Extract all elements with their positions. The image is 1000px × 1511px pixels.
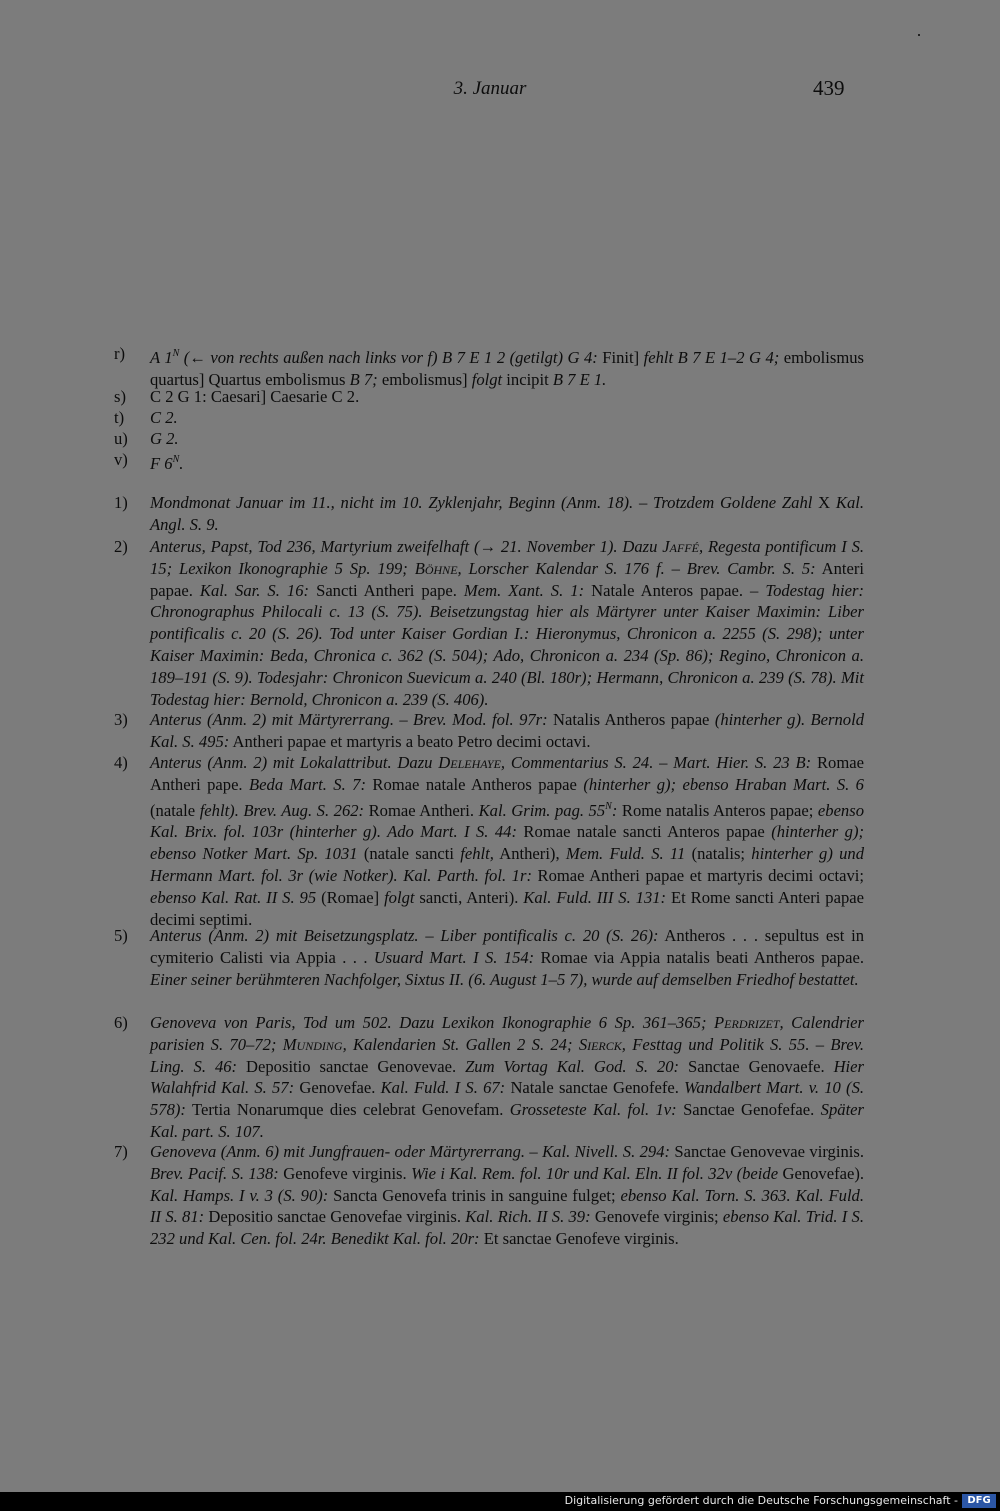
note-text: C 2 G 1: Caesari] Caesarie C 2. (150, 387, 360, 406)
note-label: r) (114, 344, 126, 363)
variant-note (114, 407, 864, 429)
footnote-label: 1) (114, 493, 128, 512)
speck-mark (918, 34, 920, 36)
page-number: 439 (813, 76, 845, 100)
footnote (114, 536, 864, 710)
note-text: A $1^N$ (← von rechts außen nach links vor f) B 7 E 1 2 (getilgt) G 4: Finit] fehlt B 7 E 1–2 G 4; embolismus quartus] Quartus embolismus B 7; embolismus] folgt incipit B 7 E 1. (150, 348, 864, 389)
footnote-text: Anterus (Anm. 2) mit Märtyrerrang. – Brev. Mod. fol. 97r: Natalis Antheros papae (hinterher g). Bernold Kal. S. 495: Antheri papae et martyris a beato Petro decimi octavi. (150, 710, 864, 751)
footnote-label: 7) (114, 1142, 128, 1161)
footnote-text: Anterus, Papst, Tod 236, Martyrium zweifelhaft (→ 21. November 1). Dazu Jaffé, Regesta pontificum I S. 15; Lexikon Ikonographie 5 Sp. 199; Böhne, Lorscher Kalendar S. 176 f. – Brev. Cambr. S. 5: Anteri papae. Kal. Sar. S. 16: Sancti Antheri pape. Mem. Xant. S. 1: Natale Anteros papae. – Todestag hier: Chronographus Philocali c. 13 (S. 75). Beisetzungstag hier als Märtyrer unter Kaiser Maximin: Liber pontificalis c. 20 (S. 26). Tod unter Kaiser Gordian I.: Hieronymus, Chronicon a. 2255 (S. 298); unter Kaiser Maximin: Beda, Chronica c. 362 (S. 504); Ado, Chronicon a. 234 (Sp. 86); Regino, Chronicon a. 189–191 (S. 9). Todesjahr: Chronicon Suevicum a. 240 (Bl. 180r); Hermann, Chronicon a. 239 (S. 78). Mit Todestag hier: Bernold, Chronicon a. 239 (S. 406). (150, 537, 865, 709)
footnote-text: Anterus (Anm. 2) mit Lokalattribut. Dazu Delehaye, Commentarius S. 24. – Mart. Hier. S. 23 B: Romae Antheri pape. Beda Mart. S. 7: Romae natale Antheros papae (hinterher g); ebenso Hraban Mart. S. 6 (natale fehlt). Brev. Aug. S. 262: Romae Antheri. Kal. Grim. pag. $55^N$: Rome natalis Anteros papae; ebenso Kal. Brix. fol. 103r (hinterher g). Ado Mart. I S. 44: Romae natale sancti Anteros papae (hinterher g); ebenso Notker Mart. Sp. 1031 (natale sancti fehlt, Antheri), Mem. Fuld. S. 11 (natalis; hinterher g) und Hermann Mart. fol. 3r (wie Notker). Kal. Parth. fol. 1r: Romae Antheri papae et martyris decimi octavi; ebenso Kal. Rat. II S. 95 (Romae] folgt sancti, Anteri). Kal. Fuld. III S. 131: Et Rome sancti Anteri papae decimi septimi. (150, 753, 865, 929)
footnote (114, 925, 864, 990)
note-label: v) (114, 450, 128, 469)
footnote-text: Anterus (Anm. 2) mit Beisetzungsplatz. – Liber pontificalis c. 20 (S. 26): Antheros . . . sepultus est in cymiterio Calisti via Appia . . . Usuard Mart. I S. 154: Romae via Appia natalis beati Antheros papae. Einer seiner berühmteren Nachfolger, Sixtus II. (6. August 1–5 7), wurde auf demselben Friedhof bestattet. (150, 926, 864, 989)
footnote-label: 6) (114, 1013, 128, 1032)
running-header: 3. Januar (453, 78, 527, 99)
note-label: s) (114, 387, 126, 406)
note-label: u) (114, 429, 128, 448)
footnote-label: 3) (114, 710, 128, 729)
digitization-footer (0, 1492, 1000, 1511)
note-text: F $6^N$. (150, 454, 184, 473)
footnote-text: Genoveva (Anm. 6) mit Jungfrauen- oder Märtyrerrang. – Kal. Nivell. S. 294: Sanctae Genovevae virginis. Brev. Pacif. S. 138: Genofeve virginis. Wie i Kal. Rem. fol. 10r und Kal. Eln. II fol. 32v (beide Genovefae). Kal. Hamps. I v. 3 (S. 90): Sancta Genovefa trinis in sanguine fulget; ebenso Kal. Torn. S. 363. Kal. Fuld. II S. 81: Depositio sanctae Genovefae virginis. Kal. Rich. II S. 39: Genovefe virginis; ebenso Kal. Trid. I S. 232 und Kal. Cen. fol. 24r. Benedikt Kal. fol. 20r: Et sanctae Genofeve virginis. (150, 1142, 865, 1249)
variant-note (114, 343, 864, 391)
footnote-text: Genoveva von Paris, Tod um 502. Dazu Lexikon Ikonographie 6 Sp. 361–365; Perdrizet, Calendrier parisien S. 70–72; Munding, Kalendarien St. Gallen 2 S. 24; Sierck, Festtag und Politik S. 55. – Brev. Ling. S. 46: Depositio sanctae Genovevae. Zum Vortag Kal. God. S. 20: Sanctae Genovaefe. Hier Walahfrid Kal. S. 57: Genovefae. Kal. Fuld. I S. 67: Natale sanctae Genofefe. Wandalbert Mart. v. 10 (S. 578): Tertia Nonarumque dies celebrat Genovefam. Grosseteste Kal. fol. 1v: Sanctae Genofefae. Später Kal. part. S. 107. (150, 1013, 865, 1141)
footnote (114, 752, 864, 930)
footnote (114, 709, 864, 753)
dfg-logo: DFG (962, 1494, 996, 1508)
note-text: G 2. (150, 429, 179, 448)
variant-note (114, 449, 864, 475)
footnote-label: 2) (114, 537, 128, 556)
footnote (114, 1012, 864, 1143)
footnote (114, 492, 864, 536)
variant-note (114, 386, 864, 408)
note-label: t) (114, 408, 125, 427)
footnote (114, 1141, 864, 1250)
note-text: C 2. (150, 408, 178, 427)
footer-credit: Digitalisierung gefördert durch die Deutsche Forschungsgemeinschaft - (564, 1494, 958, 1507)
footnote-label: 4) (114, 753, 128, 772)
footnote-text: Mondmonat Januar im 11., nicht im 10. Zyklenjahr, Beginn (Anm. 18). – Trotzdem Goldene Zahl X Kal. Angl. S. 9. (150, 493, 864, 534)
variant-note (114, 428, 864, 450)
footnote-label: 5) (114, 926, 128, 945)
